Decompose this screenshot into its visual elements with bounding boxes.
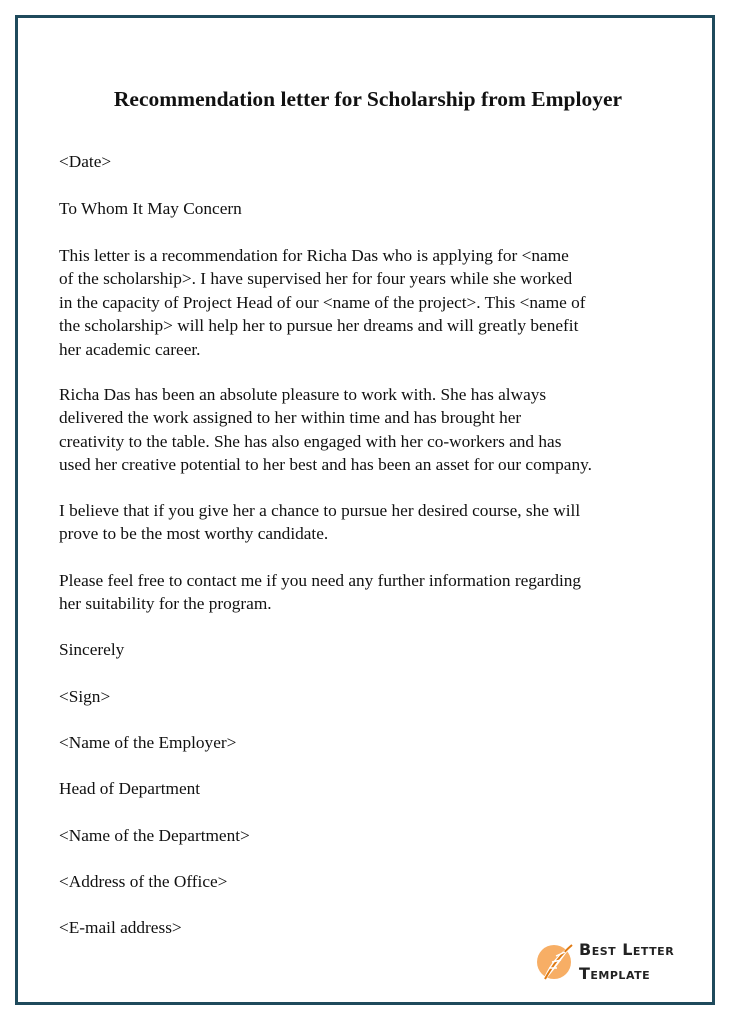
- position-title: Head of Department: [59, 779, 201, 798]
- closing: Sincerely: [59, 640, 125, 659]
- date-placeholder: <Date>: [59, 152, 112, 171]
- paragraph-line: prove to be the most worthy candidate.: [59, 524, 329, 544]
- paragraph-line: used her creative potential to her best and has been an asset for our company.: [59, 455, 592, 475]
- sign-placeholder: <Sign>: [59, 687, 111, 706]
- paragraph-line: of the scholarship>. I have supervised her for four years while she worked: [59, 269, 573, 289]
- paragraph-pleasure: [59, 383, 679, 477]
- brand-logo-text: [579, 938, 674, 986]
- paragraph-belief: [59, 499, 679, 546]
- paragraph-line: I believe that if you give her a chance to pursue her desired course, she will: [59, 501, 581, 520]
- brand-logo-line1: Best Letter: [579, 940, 675, 959]
- office-address-placeholder: <Address of the Office>: [59, 872, 228, 891]
- quill-feather-icon: [535, 938, 577, 984]
- paragraph-line: creativity to the table. She has also engaged with her co-workers and has: [59, 431, 562, 451]
- paragraph-recommendation: [59, 244, 679, 361]
- brand-logo: [535, 936, 695, 990]
- paragraph-contact: [59, 569, 679, 616]
- paragraph-line: in the capacity of Project Head of our <name of the project>. This <name of: [59, 292, 586, 312]
- department-placeholder: <Name of the Department>: [59, 826, 250, 845]
- paragraph-line: delivered the work assigned to her within time and has brought her: [59, 408, 522, 428]
- paragraph-line: the scholarship> will help her to pursue her dreams and will greatly benefit: [59, 316, 579, 336]
- paragraph-line: her academic career.: [59, 339, 201, 359]
- employer-name-placeholder: <Name of the Employer>: [59, 733, 237, 752]
- paragraph-line: Richa Das has been an absolute pleasure to work with. She has always: [59, 385, 547, 404]
- paragraph-line: This letter is a recommendation for Richa Das who is applying for <name: [59, 246, 569, 265]
- paragraph-line: Please feel free to contact me if you need any further information regarding: [59, 571, 582, 590]
- email-placeholder: <E-mail address>: [59, 918, 182, 937]
- paragraph-line: her suitability for the program.: [59, 594, 272, 614]
- salutation: To Whom It May Concern: [59, 199, 242, 218]
- brand-logo-line2: Template: [579, 964, 651, 983]
- letter-title: Recommendation letter for Scholarship from Employer: [113, 87, 623, 111]
